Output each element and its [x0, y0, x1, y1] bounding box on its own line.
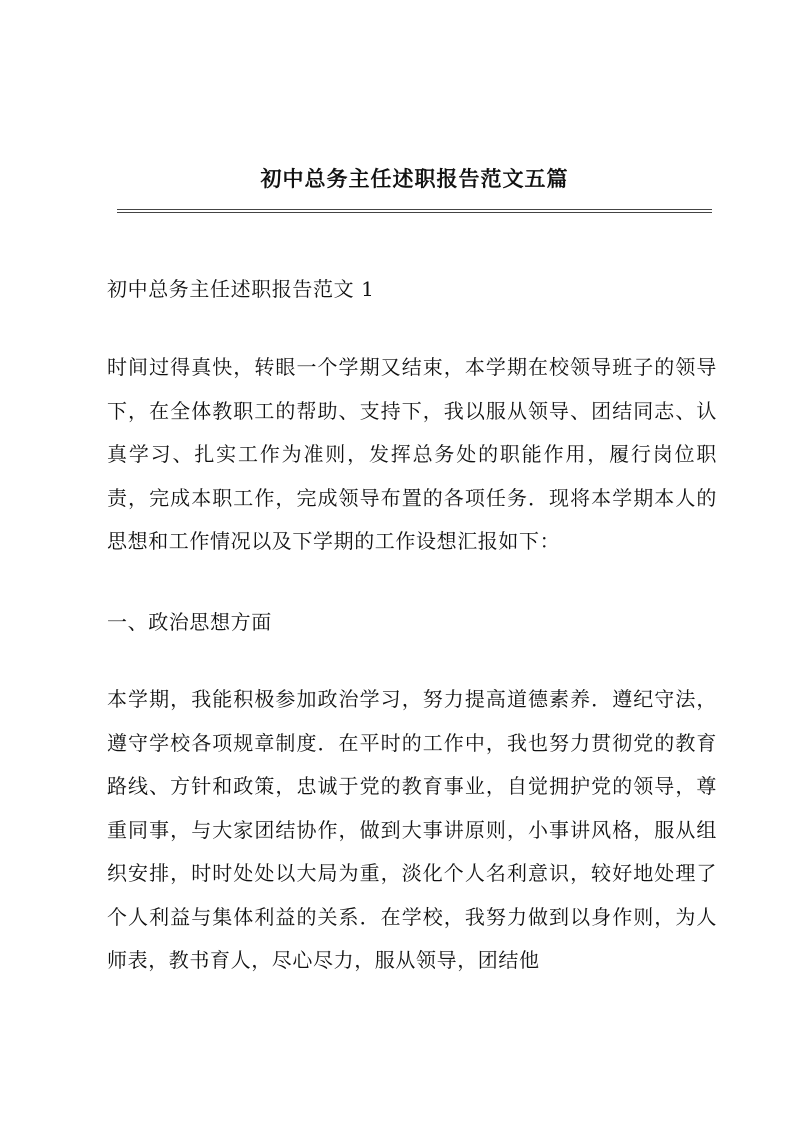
article-subtitle: 初中总务主任述职报告范文 1 — [107, 277, 375, 301]
document-title: 初中总务主任述职报告范文五篇 — [260, 166, 569, 191]
section-heading-political: 一、政治思想方面 — [107, 610, 272, 634]
paragraph-political: 本学期，我能积极参加政治学习，努力提高道德素养．遵纪守法，遵守学校各项规章制度．在平时的工作中，我也努力贯彻党的教育路线、方针和政策，忠诚于党的教育事业，自觉拥护党的领导，尊重同事，与大家团结协作，做到大事讲原则，小事讲风格，服从组织安排，时时处处以大局为重，淡化个人名利意识，较好地处理了个人利益与集体利益的关系．在学校，我努力做到以身作则，为人师表，教书育人，尽心尽力，服从领导，团结他 — [107, 687, 717, 972]
title-divider — [117, 209, 712, 213]
paragraph-intro: 时间过得真快，转眼一个学期又结束，本学期在校领导班子的领导下，在全体教职工的帮助、支持下，我以服从领导、团结同志、认真学习、扎实工作为准则，发挥总务处的职能作用，履行岗位职责，完成本职工作，完成领导布置的各项任务．现将本学期本人的思想和工作情况以及下学期的工作设想汇报如下： — [107, 355, 717, 553]
